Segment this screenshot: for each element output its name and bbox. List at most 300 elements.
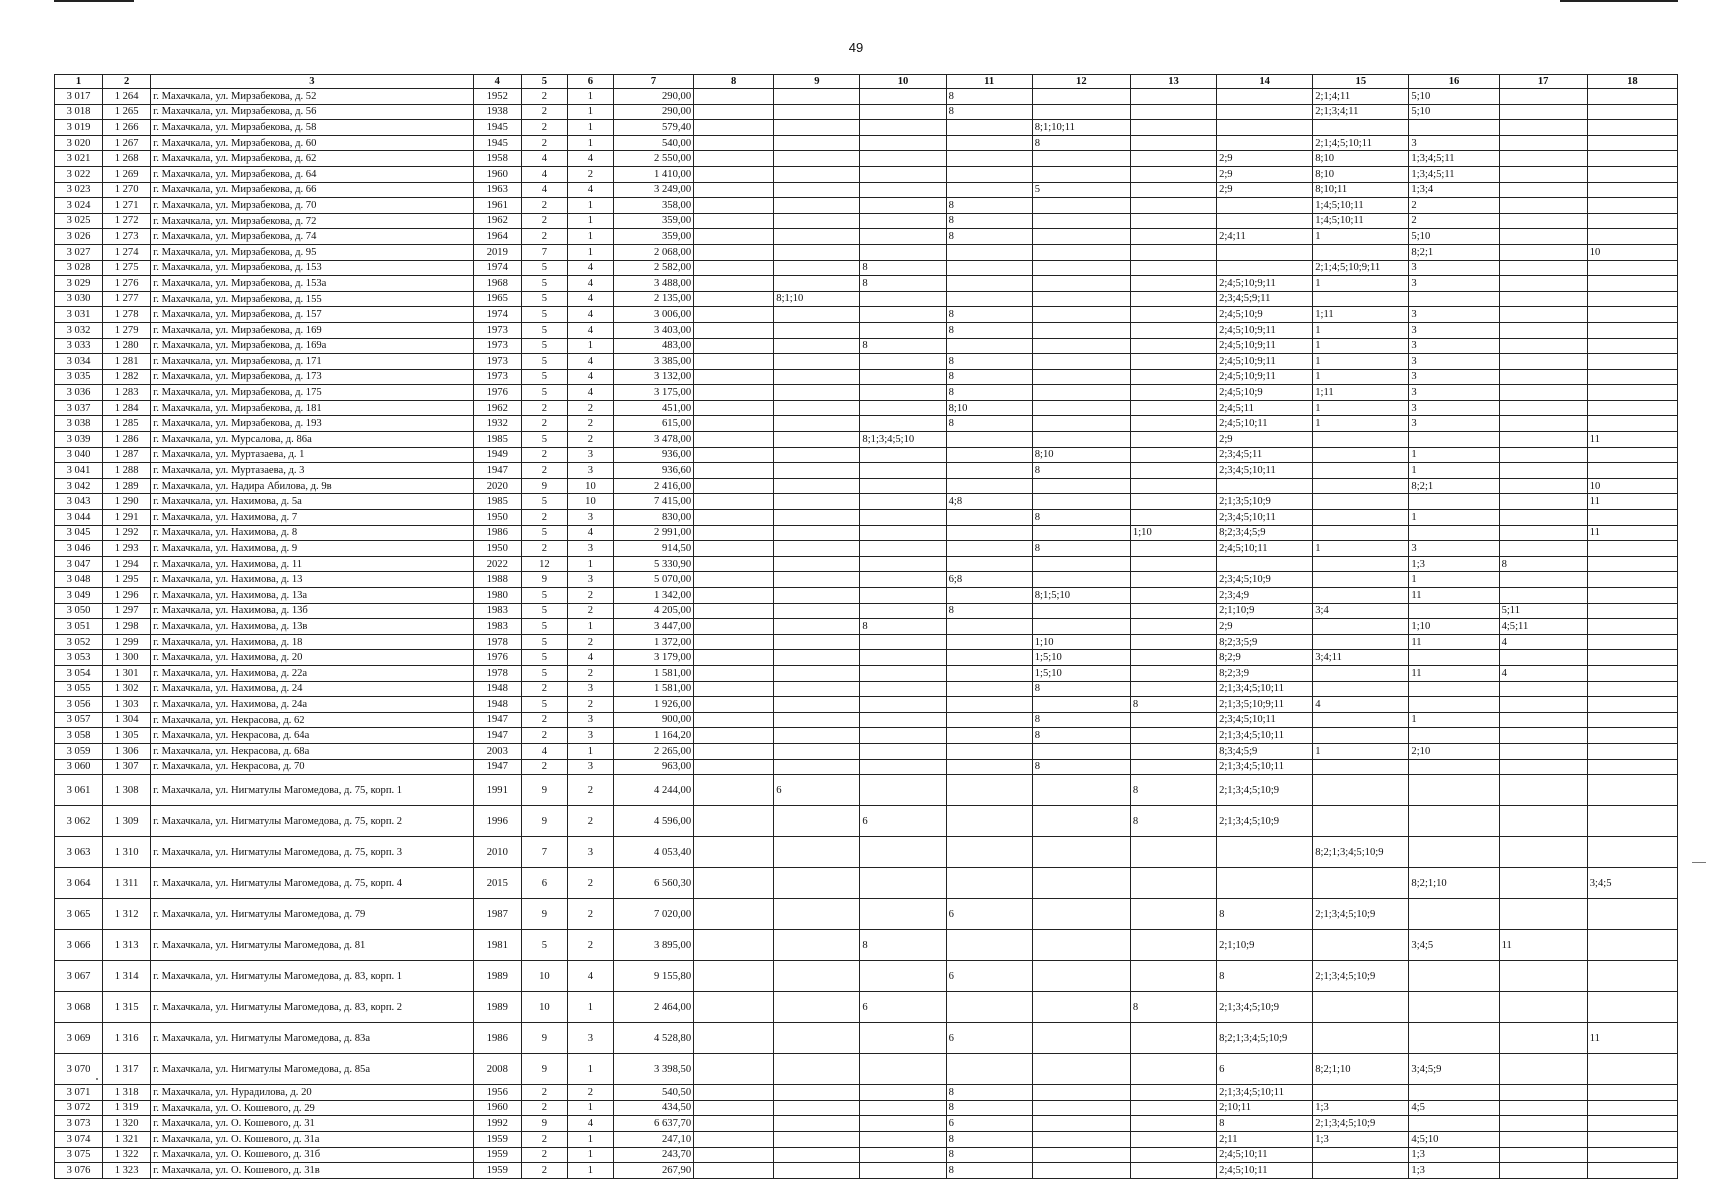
cell-col-18: [1587, 572, 1677, 588]
cell-col-11: 8: [946, 198, 1032, 214]
cell-col-9: [774, 1147, 860, 1163]
cell-col-12: 8;1;10;11: [1032, 120, 1130, 136]
cell-col-3: г. Махачкала, ул. Мирзабекова, д. 70: [151, 198, 474, 214]
column-header-18: 18: [1587, 75, 1677, 89]
cell-col-6: 2: [567, 634, 613, 650]
cell-col-11: 8;10: [946, 400, 1032, 416]
cell-col-1: 3 049: [55, 588, 103, 604]
cell-col-12: [1032, 213, 1130, 229]
cell-col-11: [946, 166, 1032, 182]
cell-col-10: [860, 1023, 946, 1054]
cell-col-4: 2015: [473, 868, 521, 899]
cell-col-11: [946, 556, 1032, 572]
cell-col-2: 1 322: [103, 1147, 151, 1163]
cell-col-4: 1958: [473, 151, 521, 167]
cell-col-12: [1032, 478, 1130, 494]
table-row: [55, 697, 1678, 713]
cell-col-9: [774, 525, 860, 541]
cell-col-13: [1130, 1023, 1216, 1054]
cell-col-16: [1409, 1023, 1499, 1054]
cell-col-10: [860, 634, 946, 650]
cell-col-14: 2;3;4;5;10;11: [1217, 510, 1313, 526]
cell-col-10: [860, 1163, 946, 1179]
cell-col-5: 5: [521, 322, 567, 338]
cell-col-13: [1130, 712, 1216, 728]
cell-col-14: 8;2;3;9: [1217, 665, 1313, 681]
cell-col-8: [694, 759, 774, 775]
cell-col-16: [1409, 806, 1499, 837]
cell-col-10: [860, 182, 946, 198]
cell-col-6: 3: [567, 510, 613, 526]
cell-col-9: [774, 868, 860, 899]
column-header-10: 10: [860, 75, 946, 89]
cell-col-15: [1313, 634, 1409, 650]
cell-col-10: [860, 899, 946, 930]
cell-col-10: [860, 1147, 946, 1163]
cell-col-8: [694, 229, 774, 245]
cell-col-3: г. Махачкала, ул. Мирзабекова, д. 52: [151, 89, 474, 105]
cell-col-3: г. Махачкала, ул. Мирзабекова, д. 60: [151, 135, 474, 151]
cell-col-1: 3 018: [55, 104, 103, 120]
cell-col-13: 8: [1130, 775, 1216, 806]
cell-col-17: [1499, 697, 1587, 713]
cell-col-5: 2: [521, 759, 567, 775]
cell-col-13: [1130, 478, 1216, 494]
cell-col-8: [694, 135, 774, 151]
cell-col-13: [1130, 322, 1216, 338]
cell-col-12: [1032, 992, 1130, 1023]
cell-col-5: 10: [521, 992, 567, 1023]
cell-col-3: г. Махачкала, ул. Мирзабекова, д. 155: [151, 291, 474, 307]
cell-col-18: [1587, 1131, 1677, 1147]
table-row: [55, 759, 1678, 775]
cell-col-18: [1587, 447, 1677, 463]
cell-col-11: [946, 478, 1032, 494]
cell-col-10: [860, 1116, 946, 1132]
cell-col-18: [1587, 992, 1677, 1023]
cell-col-6: 3: [567, 728, 613, 744]
cell-col-17: 4;5;11: [1499, 619, 1587, 635]
cell-col-15: 2;1;4;5;10;9;11: [1313, 260, 1409, 276]
cell-col-9: [774, 1085, 860, 1101]
cell-col-13: [1130, 728, 1216, 744]
cell-col-7: 1 410,00: [613, 166, 693, 182]
cell-col-14: 2;1;3;4;5;10;9: [1217, 992, 1313, 1023]
cell-col-14: [1217, 198, 1313, 214]
cell-col-2: 1 311: [103, 868, 151, 899]
table-row: [55, 463, 1678, 479]
cell-col-2: 1 283: [103, 385, 151, 401]
cell-col-11: [946, 681, 1032, 697]
cell-col-5: 2: [521, 416, 567, 432]
table-row: [55, 432, 1678, 448]
cell-col-7: 3 006,00: [613, 307, 693, 323]
cell-col-12: [1032, 1116, 1130, 1132]
cell-col-1: 3 067: [55, 961, 103, 992]
cell-col-7: 359,00: [613, 213, 693, 229]
cell-col-18: 10: [1587, 478, 1677, 494]
cell-col-16: [1409, 291, 1499, 307]
cell-col-11: [946, 837, 1032, 868]
cell-col-18: [1587, 961, 1677, 992]
cell-col-10: [860, 104, 946, 120]
cell-col-6: 4: [567, 260, 613, 276]
cell-col-4: 1948: [473, 697, 521, 713]
cell-col-10: [860, 151, 946, 167]
column-header-13: 13: [1130, 75, 1216, 89]
cell-col-9: [774, 478, 860, 494]
cell-col-1: 3 032: [55, 322, 103, 338]
cell-col-18: [1587, 588, 1677, 604]
cell-col-3: г. Махачкала, ул. Мирзабекова, д. 169а: [151, 338, 474, 354]
cell-col-2: 1 290: [103, 494, 151, 510]
cell-col-8: [694, 322, 774, 338]
cell-col-9: [774, 385, 860, 401]
cell-col-10: [860, 1054, 946, 1085]
cell-col-10: [860, 665, 946, 681]
margin-mark: [1692, 862, 1706, 863]
cell-col-6: 3: [567, 572, 613, 588]
cell-col-2: 1 300: [103, 650, 151, 666]
cell-col-1: 3 057: [55, 712, 103, 728]
cell-col-17: [1499, 650, 1587, 666]
cell-col-6: 3: [567, 712, 613, 728]
cell-col-6: 3: [567, 681, 613, 697]
cell-col-2: 1 294: [103, 556, 151, 572]
cell-col-7: 963,00: [613, 759, 693, 775]
cell-col-3: г. Махачкала, ул. Мирзабекова, д. 169: [151, 322, 474, 338]
cell-col-4: 1976: [473, 385, 521, 401]
cell-col-9: [774, 728, 860, 744]
cell-col-13: [1130, 634, 1216, 650]
cell-col-7: 7 415,00: [613, 494, 693, 510]
cell-col-2: 1 299: [103, 634, 151, 650]
cell-col-17: [1499, 478, 1587, 494]
cell-col-11: [946, 697, 1032, 713]
cell-col-15: 3;4;11: [1313, 650, 1409, 666]
cell-col-6: 2: [567, 400, 613, 416]
cell-col-3: г. Махачкала, ул. Нурадилова, д. 20: [151, 1085, 474, 1101]
cell-col-8: [694, 447, 774, 463]
cell-col-3: г. Махачкала, ул. Мирзабекова, д. 153а: [151, 276, 474, 292]
cell-col-16: 1: [1409, 712, 1499, 728]
column-header-1: 1: [55, 75, 103, 89]
cell-col-15: 2;1;3;4;5;10;9: [1313, 961, 1409, 992]
cell-col-5: 5: [521, 603, 567, 619]
cell-col-4: 1987: [473, 899, 521, 930]
cell-col-13: [1130, 244, 1216, 260]
cell-col-6: 3: [567, 541, 613, 557]
cell-col-1: 3 041: [55, 463, 103, 479]
cell-col-15: 1: [1313, 276, 1409, 292]
cell-col-16: 1: [1409, 572, 1499, 588]
cell-col-11: 8: [946, 1100, 1032, 1116]
cell-col-13: [1130, 743, 1216, 759]
cell-col-14: [1217, 135, 1313, 151]
cell-col-12: [1032, 525, 1130, 541]
cell-col-14: 2;10;11: [1217, 1100, 1313, 1116]
cell-col-13: [1130, 1054, 1216, 1085]
cell-col-15: 1: [1313, 338, 1409, 354]
cell-col-1: 3 025: [55, 213, 103, 229]
cell-col-2: 1 315: [103, 992, 151, 1023]
cell-col-10: 8;1;3;4;5;10: [860, 432, 946, 448]
cell-col-17: [1499, 135, 1587, 151]
cell-col-11: 8: [946, 1131, 1032, 1147]
cell-col-18: 3;4;5: [1587, 868, 1677, 899]
cell-col-14: 2;4;5;10;9: [1217, 385, 1313, 401]
cell-col-5: 4: [521, 743, 567, 759]
cell-col-9: [774, 1131, 860, 1147]
cell-col-3: г. Махачкала, ул. Нигматулы Магомедова, д. 75, корп. 4: [151, 868, 474, 899]
cell-col-4: 1959: [473, 1147, 521, 1163]
cell-col-1: 3 048: [55, 572, 103, 588]
cell-col-15: 1;4;5;10;11: [1313, 198, 1409, 214]
cell-col-4: 1945: [473, 120, 521, 136]
cell-col-11: 8: [946, 385, 1032, 401]
cell-col-15: [1313, 930, 1409, 961]
cell-col-2: 1 314: [103, 961, 151, 992]
cell-col-7: 2 068,00: [613, 244, 693, 260]
table-row: [55, 229, 1678, 245]
cell-col-7: 267,90: [613, 1163, 693, 1179]
cell-col-4: 1947: [473, 728, 521, 744]
cell-col-10: 8: [860, 276, 946, 292]
cell-col-14: 2;3;4;9: [1217, 588, 1313, 604]
cell-col-18: [1587, 307, 1677, 323]
table-row: [55, 603, 1678, 619]
cell-col-14: 2;1;3;5;10;9;11: [1217, 697, 1313, 713]
cell-col-16: 1;3: [1409, 1147, 1499, 1163]
cell-col-17: [1499, 229, 1587, 245]
cell-col-1: 3 052: [55, 634, 103, 650]
cell-col-1: 3 060: [55, 759, 103, 775]
cell-col-7: 936,00: [613, 447, 693, 463]
cell-col-4: 1962: [473, 400, 521, 416]
cell-col-15: [1313, 120, 1409, 136]
cell-col-7: 3 895,00: [613, 930, 693, 961]
column-header-11: 11: [946, 75, 1032, 89]
cell-col-7: 2 464,00: [613, 992, 693, 1023]
cell-col-16: 3: [1409, 135, 1499, 151]
cell-col-7: 2 550,00: [613, 151, 693, 167]
cell-col-4: 1973: [473, 354, 521, 370]
cell-col-13: [1130, 120, 1216, 136]
cell-col-12: 8: [1032, 510, 1130, 526]
cell-col-7: 9 155,80: [613, 961, 693, 992]
cell-col-15: [1313, 868, 1409, 899]
cell-col-3: г. Махачкала, ул. Нигматулы Магомедова, д. 83, корп. 2: [151, 992, 474, 1023]
cell-col-3: г. Махачкала, ул. Нахимова, д. 13а: [151, 588, 474, 604]
cell-col-4: 1963: [473, 182, 521, 198]
cell-col-18: [1587, 556, 1677, 572]
register-table: [54, 74, 1678, 1179]
cell-col-7: 3 179,00: [613, 650, 693, 666]
cell-col-12: [1032, 1131, 1130, 1147]
cell-col-17: [1499, 899, 1587, 930]
cell-col-18: 11: [1587, 494, 1677, 510]
cell-col-9: [774, 432, 860, 448]
cell-col-13: [1130, 603, 1216, 619]
cell-col-3: г. Махачкала, ул. Муртазаева, д. 3: [151, 463, 474, 479]
cell-col-16: 2: [1409, 198, 1499, 214]
cell-col-14: [1217, 213, 1313, 229]
cell-col-10: [860, 120, 946, 136]
cell-col-6: 2: [567, 1085, 613, 1101]
table-row: [55, 447, 1678, 463]
cell-col-2: 1 271: [103, 198, 151, 214]
cell-col-13: 1;10: [1130, 525, 1216, 541]
cell-col-11: 8: [946, 89, 1032, 105]
cell-col-12: 1;10: [1032, 634, 1130, 650]
cell-col-1: 3 074: [55, 1131, 103, 1147]
cell-col-11: [946, 619, 1032, 635]
cell-col-11: [946, 806, 1032, 837]
cell-col-5: 12: [521, 556, 567, 572]
cell-col-13: [1130, 400, 1216, 416]
cell-col-17: [1499, 307, 1587, 323]
cell-col-8: [694, 1147, 774, 1163]
cell-col-3: г. Махачкала, ул. Нахимова, д. 13в: [151, 619, 474, 635]
cell-col-18: [1587, 759, 1677, 775]
cell-col-6: 4: [567, 354, 613, 370]
cell-col-14: 8: [1217, 961, 1313, 992]
cell-col-6: 1: [567, 1131, 613, 1147]
cell-col-7: 615,00: [613, 416, 693, 432]
cell-col-16: 2: [1409, 213, 1499, 229]
table-row: [55, 1085, 1678, 1101]
cell-col-5: 5: [521, 369, 567, 385]
column-number-row: [55, 75, 1678, 89]
cell-col-2: 1 273: [103, 229, 151, 245]
cell-col-12: [1032, 697, 1130, 713]
cell-col-7: 3 398,50: [613, 1054, 693, 1085]
cell-col-15: [1313, 681, 1409, 697]
cell-col-9: [774, 447, 860, 463]
cell-col-17: [1499, 354, 1587, 370]
cell-col-9: [774, 1116, 860, 1132]
table-row: [55, 400, 1678, 416]
cell-col-14: 2;4;5;10;9;11: [1217, 276, 1313, 292]
cell-col-9: [774, 619, 860, 635]
cell-col-12: [1032, 338, 1130, 354]
cell-col-17: [1499, 276, 1587, 292]
cell-col-15: 2;1;3;4;5;10;9: [1313, 1116, 1409, 1132]
table-row: [55, 369, 1678, 385]
cell-col-8: [694, 806, 774, 837]
cell-col-16: [1409, 1116, 1499, 1132]
cell-col-8: [694, 432, 774, 448]
cell-col-8: [694, 992, 774, 1023]
cell-col-18: [1587, 135, 1677, 151]
cell-col-7: 434,50: [613, 1100, 693, 1116]
table-row: [55, 868, 1678, 899]
column-header-16: 16: [1409, 75, 1499, 89]
cell-col-15: [1313, 1163, 1409, 1179]
cell-col-2: 1 321: [103, 1131, 151, 1147]
cell-col-12: [1032, 307, 1130, 323]
cell-col-7: 2 135,00: [613, 291, 693, 307]
cell-col-6: 1: [567, 1163, 613, 1179]
cell-col-12: 8: [1032, 541, 1130, 557]
cell-col-16: 3: [1409, 416, 1499, 432]
cell-col-17: 4: [1499, 665, 1587, 681]
cell-col-7: 1 342,00: [613, 588, 693, 604]
cell-col-4: 1948: [473, 681, 521, 697]
cell-col-16: [1409, 120, 1499, 136]
cell-col-15: 1: [1313, 541, 1409, 557]
table-row: [55, 151, 1678, 167]
cell-col-16: 4;5: [1409, 1100, 1499, 1116]
cell-col-9: [774, 743, 860, 759]
cell-col-3: г. Махачкала, ул. Мирзабекова, д. 193: [151, 416, 474, 432]
cell-col-2: 1 304: [103, 712, 151, 728]
cell-col-17: [1499, 681, 1587, 697]
cell-col-10: [860, 494, 946, 510]
cell-col-4: 1974: [473, 260, 521, 276]
table-row: [55, 525, 1678, 541]
cell-col-4: 1945: [473, 135, 521, 151]
cell-col-14: 2;1;10;9: [1217, 930, 1313, 961]
cell-col-18: [1587, 198, 1677, 214]
cell-col-15: 1;3: [1313, 1100, 1409, 1116]
cell-col-9: [774, 276, 860, 292]
cell-col-5: 2: [521, 463, 567, 479]
cell-col-16: 1;10: [1409, 619, 1499, 635]
cell-col-4: 1960: [473, 166, 521, 182]
cell-col-10: 8: [860, 619, 946, 635]
cell-col-8: [694, 291, 774, 307]
cell-col-6: 2: [567, 899, 613, 930]
cell-col-6: 4: [567, 151, 613, 167]
cell-col-6: 1: [567, 89, 613, 105]
cell-col-8: [694, 728, 774, 744]
cell-col-11: [946, 432, 1032, 448]
cell-col-5: 10: [521, 961, 567, 992]
cell-col-1: 3 021: [55, 151, 103, 167]
cell-col-10: 6: [860, 806, 946, 837]
cell-col-10: [860, 759, 946, 775]
cell-col-15: 2;1;4;5;10;11: [1313, 135, 1409, 151]
cell-col-9: [774, 307, 860, 323]
cell-col-17: [1499, 166, 1587, 182]
cell-col-5: 5: [521, 432, 567, 448]
cell-col-18: [1587, 416, 1677, 432]
cell-col-7: 1 581,00: [613, 665, 693, 681]
cell-col-16: 1: [1409, 447, 1499, 463]
cell-col-5: 2: [521, 135, 567, 151]
cell-col-1: 3 038: [55, 416, 103, 432]
cell-col-18: [1587, 89, 1677, 105]
cell-col-11: [946, 743, 1032, 759]
cell-col-2: 1 282: [103, 369, 151, 385]
cell-col-14: 2;4;5;10;9;11: [1217, 354, 1313, 370]
table-row: [55, 198, 1678, 214]
cell-col-16: 1;3: [1409, 556, 1499, 572]
cell-col-7: 2 416,00: [613, 478, 693, 494]
cell-col-4: 1950: [473, 541, 521, 557]
cell-col-4: 1973: [473, 369, 521, 385]
cell-col-3: г. Махачкала, ул. Мирзабекова, д. 95: [151, 244, 474, 260]
cell-col-13: [1130, 494, 1216, 510]
cell-col-7: 3 249,00: [613, 182, 693, 198]
cell-col-6: 10: [567, 478, 613, 494]
cell-col-5: 2: [521, 541, 567, 557]
cell-col-1: 3 036: [55, 385, 103, 401]
cell-col-1: 3 072: [55, 1100, 103, 1116]
cell-col-13: [1130, 759, 1216, 775]
cell-col-18: [1587, 665, 1677, 681]
